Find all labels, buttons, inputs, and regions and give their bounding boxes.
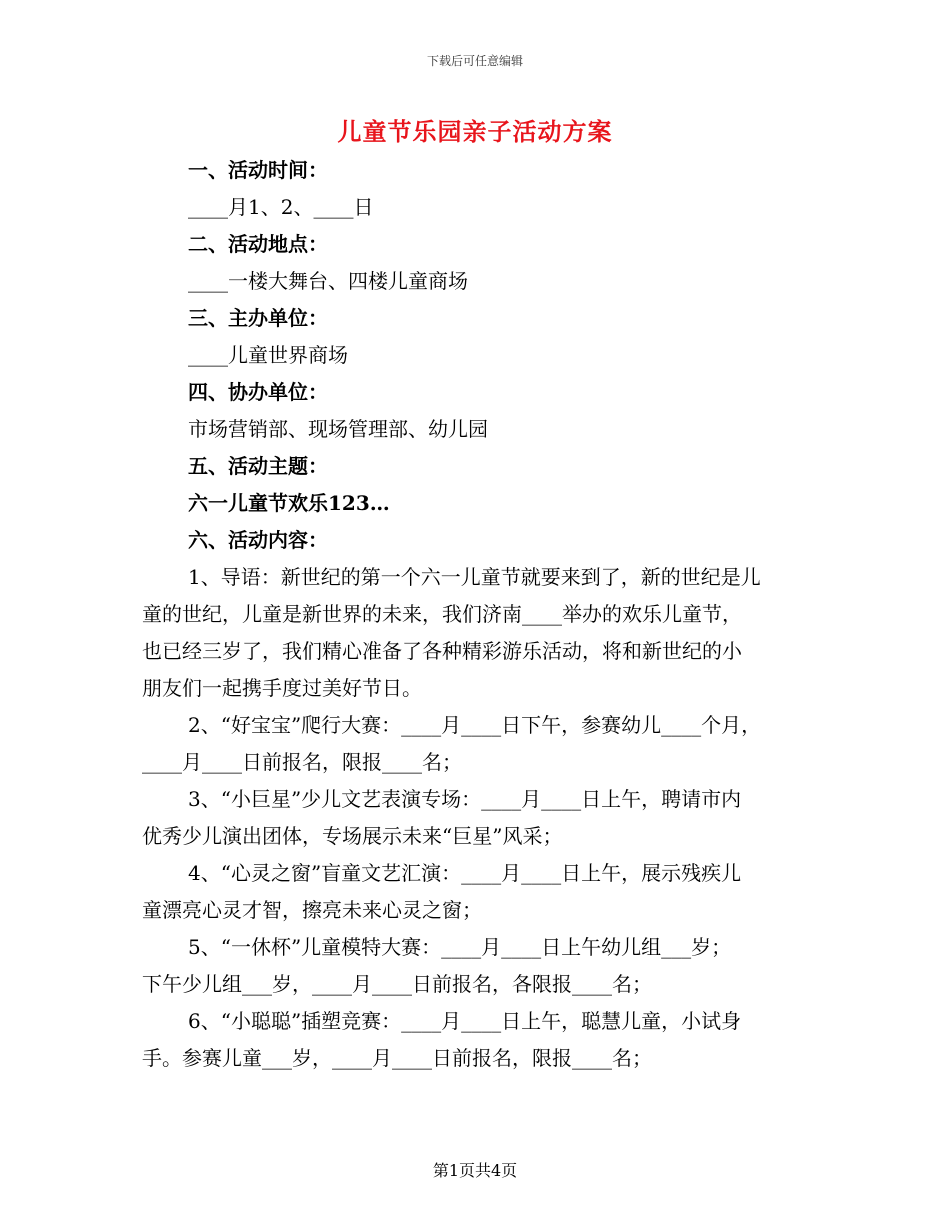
section-body-co-organizer: 市场营销部、现场管理部、幼儿园 — [188, 417, 488, 441]
page-footer: 第1页共4页 — [432, 1161, 518, 1180]
content-item-3: 3、“小巨星”少儿文艺表演专场：____月____日上午，聘请市内 优秀少儿演出团体，专场展示未来“巨星”风采； — [142, 787, 742, 848]
section-body-time: ____月1、2、____日 — [188, 195, 374, 219]
section-heading-organizer: 三、主办单位： — [188, 306, 328, 330]
page-header: 下载后可任意编辑 — [426, 54, 523, 68]
document-body — [142, 152, 832, 1077]
section-heading-content: 六、活动内容： — [188, 528, 328, 552]
section-body-location: ____一楼大舞台、四楼儿童商场 — [188, 269, 468, 293]
content-item-4: 4、“心灵之窗”盲童文艺汇演：____月____日上午，展示残疾儿 童漂亮心灵才智，擦亮未来心灵之窗； — [142, 861, 742, 922]
section-heading-location: 二、活动地点： — [188, 232, 328, 256]
content-item-5: 5、“一休杯”儿童模特大赛：____月____日上午幼儿组___岁； 下午少儿组___岁，____月____日前报名，各限报____名； — [142, 935, 732, 996]
section-body-organizer: ____儿童世界商场 — [188, 343, 348, 367]
content-item-6: 6、“小聪聪”插塑竞赛：____月____日上午，聪慧儿童，小试身 手。参赛儿童___岁，____月____日前报名，限报____名； — [142, 1009, 742, 1070]
section-heading-co-organizer: 四、协办单位： — [188, 380, 328, 404]
document-title: 儿童节乐园亲子活动方案 — [337, 117, 613, 146]
content-item-2: 2、“好宝宝”爬行大赛：____月____日下午，参赛幼儿____个月， ____月____日前报名，限报____名； — [142, 713, 762, 774]
section-heading-theme: 五、活动主题： — [188, 454, 328, 478]
content-item-1: 1、导语：新世纪的第一个六一儿童节就要来到了，新的世纪是儿 童的世纪，儿童是新世界的未来，我们济南____举办的欢乐儿童节， 也已经三岁了，我们精心准备了各种精彩游乐活动，将和新世纪的小 朋友们一起携手度过美好节日。 — [142, 565, 761, 700]
section-body-theme: 六一儿童节欢乐123… — [188, 491, 390, 515]
section-heading-time: 一、活动时间： — [188, 158, 328, 182]
